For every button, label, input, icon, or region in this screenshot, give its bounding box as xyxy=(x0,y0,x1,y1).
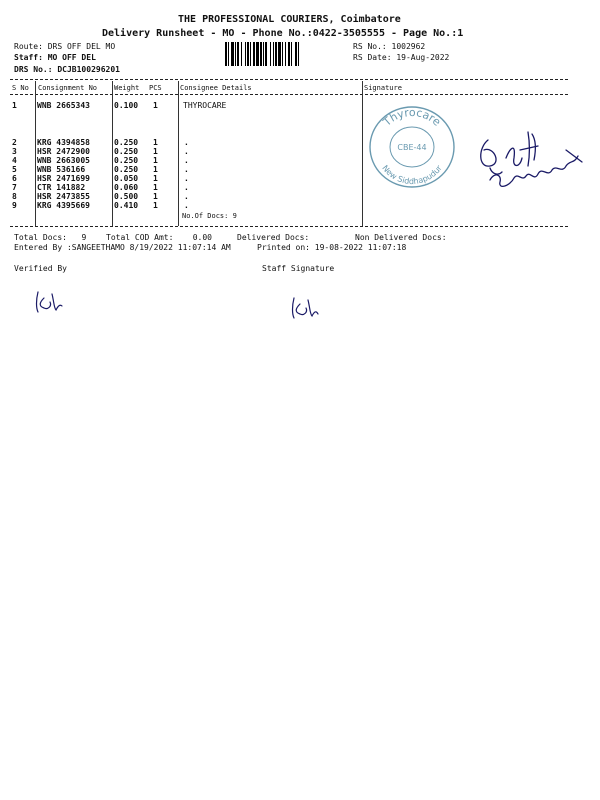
divider-bottom xyxy=(10,226,568,227)
row-consignment: WNB 2663005 xyxy=(37,156,90,165)
no-of-docs: No.Of Docs: 9 xyxy=(182,212,237,220)
rs-number: RS No.: 1002962 xyxy=(353,42,426,51)
staff-initials xyxy=(286,294,326,322)
row-consignee: . xyxy=(184,192,189,201)
row-consignee: . xyxy=(184,183,189,192)
stamp-bottom-text: New Siddhapudur xyxy=(380,163,444,187)
row-sno: 6 xyxy=(12,174,17,183)
total-cod: Total COD Amt: 0.00 xyxy=(106,233,212,242)
row-weight: 0.100 xyxy=(114,101,139,110)
verified-by-label: Verified By xyxy=(14,264,67,273)
receiver-signature xyxy=(470,110,588,200)
row-consignee: . xyxy=(184,156,189,165)
row-consignment: KRG 4394858 xyxy=(37,138,90,147)
barcode xyxy=(225,42,347,66)
row-weight: 0.060 xyxy=(114,183,139,192)
row-weight: 0.410 xyxy=(114,201,139,210)
row-consignee: . xyxy=(184,165,189,174)
row-pcs: 1 xyxy=(153,201,158,210)
row-consignment: HSR 2473855 xyxy=(37,192,90,201)
column-header-signature: Signature xyxy=(364,84,402,92)
row-consignee: . xyxy=(184,138,189,147)
row-consignment: WNB 536166 xyxy=(37,165,86,174)
row-pcs: 1 xyxy=(153,174,158,183)
runsheet-title: Delivery Runsheet - MO - Phone No.:0422-3505555 - Page No.:1 xyxy=(102,28,464,39)
column-header-pcs: PCS xyxy=(149,84,162,92)
route-label: Route: DRS OFF DEL MO xyxy=(14,42,116,51)
row-sno: 4 xyxy=(12,156,17,165)
row-sno: 5 xyxy=(12,165,17,174)
row-consignee: . xyxy=(184,147,189,156)
row-consignment: HSR 2471699 xyxy=(37,174,90,183)
delivered-docs: Delivered Docs: xyxy=(237,233,310,242)
column-header-consignee: Consignee Details xyxy=(180,84,252,92)
row-consignment: HSR 2472900 xyxy=(37,147,90,156)
row-consignment: KRG 4395669 xyxy=(37,201,90,210)
row-sno: 2 xyxy=(12,138,17,147)
row-consignee: . xyxy=(184,201,189,210)
row-weight: 0.250 xyxy=(114,138,139,147)
row-pcs: 1 xyxy=(153,101,158,110)
drs-number: DRS No.: DCJB100296201 xyxy=(14,65,120,74)
row-weight: 0.500 xyxy=(114,192,139,201)
row-pcs: 1 xyxy=(153,147,158,156)
row-pcs: 1 xyxy=(153,156,158,165)
row-weight: 0.050 xyxy=(114,174,139,183)
divider-top xyxy=(10,79,568,80)
row-weight: 0.250 xyxy=(114,165,139,174)
column-header-weight: Weight xyxy=(114,84,140,92)
row-sno: 9 xyxy=(12,201,17,210)
row-consignment: CTR 141882 xyxy=(37,183,86,192)
column-header-consignment: Consignment No xyxy=(38,84,98,92)
row-consignment: WNB 2665343 xyxy=(37,101,90,110)
table-row xyxy=(0,201,600,210)
row-pcs: 1 xyxy=(153,138,158,147)
row-sno: 8 xyxy=(12,192,17,201)
rs-date: RS Date: 19-Aug-2022 xyxy=(353,53,450,62)
row-pcs: 1 xyxy=(153,183,158,192)
non-delivered-docs: Non Delivered Docs: xyxy=(355,233,447,242)
row-sno: 1 xyxy=(12,101,17,110)
table-row xyxy=(0,101,600,110)
printed-on: Printed on: 19-08-2022 11:07:18 xyxy=(257,243,407,252)
total-docs: Total Docs: 9 xyxy=(14,233,87,242)
stamp-top-text: Thyrocare xyxy=(380,105,444,129)
row-pcs: 1 xyxy=(153,165,158,174)
row-sno: 7 xyxy=(12,183,17,192)
company-title: THE PROFESSIONAL COURIERS, Coimbatore xyxy=(178,14,401,25)
row-sno: 3 xyxy=(12,147,17,156)
staff-signature-label: Staff Signature xyxy=(262,264,335,273)
staff-label: Staff: MO OFF DEL xyxy=(14,53,96,62)
divider-header xyxy=(10,94,568,95)
verifier-initials xyxy=(30,288,70,316)
row-consignee: THYROCARE xyxy=(183,101,227,110)
row-weight: 0.250 xyxy=(114,156,139,165)
thyrocare-stamp xyxy=(366,104,458,190)
stamp-center-text: CBE-44 xyxy=(397,143,427,152)
row-weight: 0.250 xyxy=(114,147,139,156)
column-header-sno: S No xyxy=(12,84,29,92)
entered-by: Entered By :SANGEETHAMO 8/19/2022 11:07:14 AM xyxy=(14,243,231,252)
row-pcs: 1 xyxy=(153,192,158,201)
row-consignee: . xyxy=(184,174,189,183)
